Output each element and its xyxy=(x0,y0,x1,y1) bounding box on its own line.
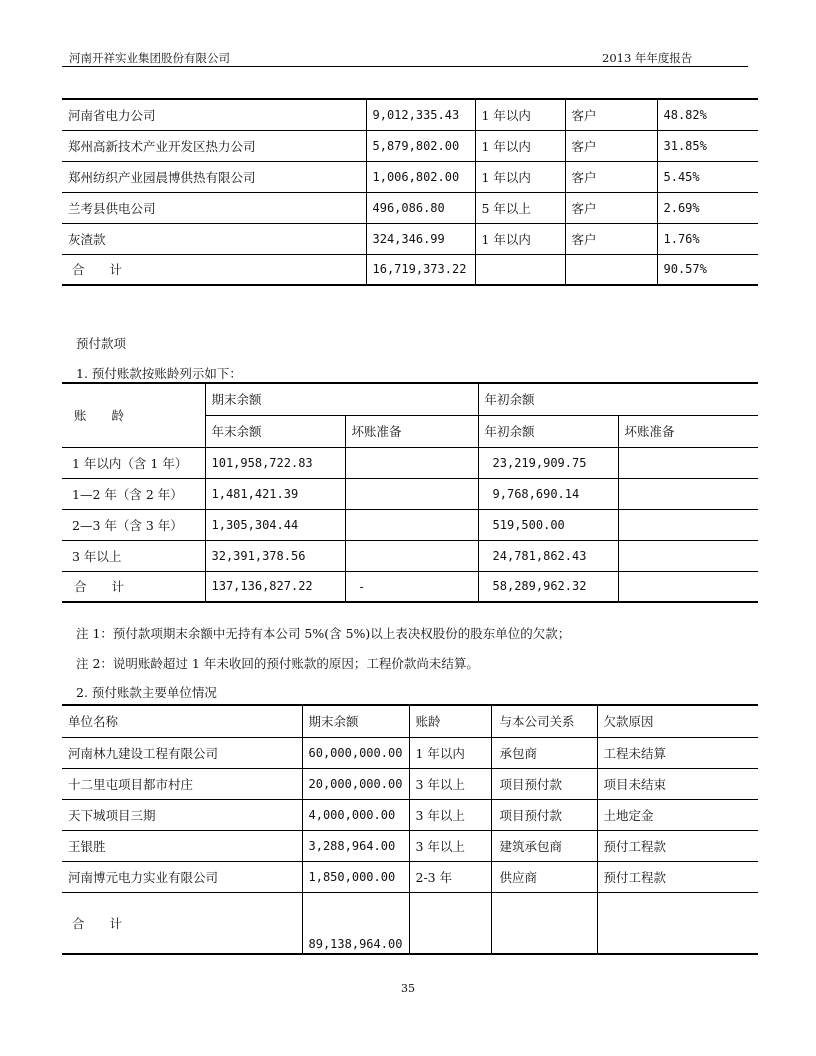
header-company: 河南开祥实业集团股份有限公司 xyxy=(69,51,230,65)
relation-cell xyxy=(565,254,657,285)
bad-debt-cell xyxy=(345,540,478,571)
reason-header: 欠款原因 xyxy=(597,705,758,737)
amount-cell: 496,086.80 xyxy=(366,192,475,223)
relation-cell: 项目预付款 xyxy=(491,768,597,799)
header-report-title: 2013 年年度报告 xyxy=(602,51,693,65)
table-row xyxy=(62,861,758,892)
bad-debt-cell-2 xyxy=(618,447,758,478)
aging-cell: 3 年以上 xyxy=(409,768,491,799)
end-balance-cell: 20,000,000.00 xyxy=(302,768,409,799)
relation-cell: 客户 xyxy=(565,130,657,161)
table-row xyxy=(62,99,758,130)
end-balance-cell: 1,850,000.00 xyxy=(302,861,409,892)
aging-cell: 1 年以内（含 1 年） xyxy=(62,447,205,478)
total-empty-aging xyxy=(409,892,491,954)
aging-cell: 1 年以内 xyxy=(475,223,565,254)
aging-cell: 3 年以上 xyxy=(62,540,205,571)
bad-debt-cell xyxy=(345,447,478,478)
unit-name-cell: 王银胜 xyxy=(62,830,302,861)
relation-cell: 项目预付款 xyxy=(491,799,597,830)
end-amount-cell: 137,136,827.22 xyxy=(205,571,345,602)
aging-header: 账 龄 xyxy=(62,383,205,447)
bad-debt-cell-2 xyxy=(618,509,758,540)
table-row xyxy=(62,830,758,861)
table-row xyxy=(62,192,758,223)
relation-cell: 客户 xyxy=(565,161,657,192)
table-row xyxy=(62,509,758,540)
amount-cell: 16,719,373.22 xyxy=(366,254,475,285)
total-empty-reason xyxy=(597,892,758,954)
note-1: 注 1：预付款项期末余额中无持有本公司 5%(含 5%)以上表决权股份的股东单位的欠款； xyxy=(76,626,571,641)
unit-name-cell: 河南省电力公司 xyxy=(62,99,366,130)
bad-debt-cell-2 xyxy=(618,571,758,602)
unit-name-cell: 灰渣款 xyxy=(62,223,366,254)
unit-name-cell: 合 计 xyxy=(62,254,366,285)
unit-name-cell: 河南博元电力实业有限公司 xyxy=(62,861,302,892)
bad-debt-cell-2 xyxy=(618,478,758,509)
begin-amount-cell: 58,289,962.32 xyxy=(478,571,618,602)
end-amount-cell: 32,391,378.56 xyxy=(205,540,345,571)
header-row xyxy=(62,705,758,737)
amount-cell: 1,006,802.00 xyxy=(366,161,475,192)
header-divider xyxy=(62,66,748,67)
begin-amount-cell: 519,500.00 xyxy=(478,509,618,540)
prepay-aging-table xyxy=(62,382,758,603)
reason-cell: 项目未结束 xyxy=(597,768,758,799)
end-balance-cell: 3,288,964.00 xyxy=(302,830,409,861)
end-balance-header: 期末余额 xyxy=(302,705,409,737)
unit-name-cell: 天下城项目三期 xyxy=(62,799,302,830)
table-row xyxy=(62,447,758,478)
prepay-units-title: 2. 预付账款主要单位情况 xyxy=(76,685,217,700)
unit-name-cell: 郑州高新技术产业开发区热力公司 xyxy=(62,130,366,161)
unit-name-cell: 兰考县供电公司 xyxy=(62,192,366,223)
table-row xyxy=(62,799,758,830)
receivables-table xyxy=(62,98,758,286)
bad-debt-cell: - xyxy=(345,571,478,602)
col-bad-debt-2: 坏账准备 xyxy=(618,415,758,447)
ratio-cell: 1.76% xyxy=(657,223,758,254)
col-end-amount: 年末余额 xyxy=(205,415,345,447)
reason-cell: 预付工程款 xyxy=(597,861,758,892)
unit-name-cell: 郑州纺织产业园晨博供热有限公司 xyxy=(62,161,366,192)
unit-name-header: 单位名称 xyxy=(62,705,302,737)
table-row xyxy=(62,161,758,192)
amount-cell: 5,879,802.00 xyxy=(366,130,475,161)
aging-cell: 1 年以内 xyxy=(475,130,565,161)
reason-cell: 土地定金 xyxy=(597,799,758,830)
table-row xyxy=(62,768,758,799)
prepay-section-title: 预付款项 xyxy=(76,336,127,351)
relation-header: 与本公司关系 xyxy=(491,705,597,737)
table-row xyxy=(62,540,758,571)
aging-cell: 1 年以内 xyxy=(475,99,565,130)
aging-cell xyxy=(475,254,565,285)
total-empty-relation xyxy=(491,892,597,954)
bad-debt-cell xyxy=(345,509,478,540)
relation-cell: 建筑承包商 xyxy=(491,830,597,861)
amount-cell: 9,012,335.43 xyxy=(366,99,475,130)
relation-cell: 供应商 xyxy=(491,861,597,892)
aging-cell: 1 年以内 xyxy=(475,161,565,192)
table-row xyxy=(62,223,758,254)
page-number: 35 xyxy=(401,982,415,995)
unit-name-cell: 河南林九建设工程有限公司 xyxy=(62,737,302,768)
bad-debt-cell-2 xyxy=(618,540,758,571)
amount-cell: 324,346.99 xyxy=(366,223,475,254)
aging-cell: 5 年以上 xyxy=(475,192,565,223)
year-begin-header: 年初余额 xyxy=(478,383,758,415)
period-end-header: 期末余额 xyxy=(205,383,478,415)
end-amount-cell: 1,305,304.44 xyxy=(205,509,345,540)
begin-amount-cell: 23,219,909.75 xyxy=(478,447,618,478)
total-value: 89,138,964.00 xyxy=(302,892,409,954)
reason-cell: 预付工程款 xyxy=(597,830,758,861)
relation-cell: 客户 xyxy=(565,192,657,223)
aging-cell: 1—2 年（含 2 年） xyxy=(62,478,205,509)
aging-cell: 3 年以上 xyxy=(409,830,491,861)
begin-amount-cell: 24,781,862.43 xyxy=(478,540,618,571)
end-balance-cell: 60,000,000.00 xyxy=(302,737,409,768)
total-row xyxy=(62,892,758,954)
end-balance-cell: 4,000,000.00 xyxy=(302,799,409,830)
col-begin-amount: 年初余额 xyxy=(478,415,618,447)
table-row xyxy=(62,571,758,602)
table-row xyxy=(62,254,758,285)
unit-name-cell: 十二里屯项目都市村庄 xyxy=(62,768,302,799)
end-amount-cell: 1,481,421.39 xyxy=(205,478,345,509)
table-row xyxy=(62,130,758,161)
aging-cell: 2—3 年（含 3 年） xyxy=(62,509,205,540)
ratio-cell: 48.82% xyxy=(657,99,758,130)
end-amount-cell: 101,958,722.83 xyxy=(205,447,345,478)
aging-cell: 合 计 xyxy=(62,571,205,602)
reason-cell: 工程未结算 xyxy=(597,737,758,768)
aging-cell: 1 年以内 xyxy=(409,737,491,768)
bad-debt-cell xyxy=(345,478,478,509)
ratio-cell: 31.85% xyxy=(657,130,758,161)
relation-cell: 客户 xyxy=(565,99,657,130)
begin-amount-cell: 9,768,690.14 xyxy=(478,478,618,509)
aging-cell: 3 年以上 xyxy=(409,799,491,830)
table-row xyxy=(62,478,758,509)
col-bad-debt: 坏账准备 xyxy=(345,415,478,447)
aging-cell: 2-3 年 xyxy=(409,861,491,892)
relation-cell: 客户 xyxy=(565,223,657,254)
aging-header: 账龄 xyxy=(409,705,491,737)
table-row xyxy=(62,737,758,768)
prepay-aging-title: 1. 预付账款按账龄列示如下： xyxy=(76,366,242,381)
relation-cell: 承包商 xyxy=(491,737,597,768)
prepay-units-table xyxy=(62,704,758,955)
ratio-cell: 90.57% xyxy=(663,262,707,277)
total-label: 合 计 xyxy=(62,892,302,954)
note-2: 注 2：说明账龄超过 1 年未收回的预付账款的原因；工程价款尚未结算。 xyxy=(76,656,479,671)
ratio-cell: 5.45% xyxy=(657,161,758,192)
ratio-cell: 2.69% xyxy=(657,192,758,223)
